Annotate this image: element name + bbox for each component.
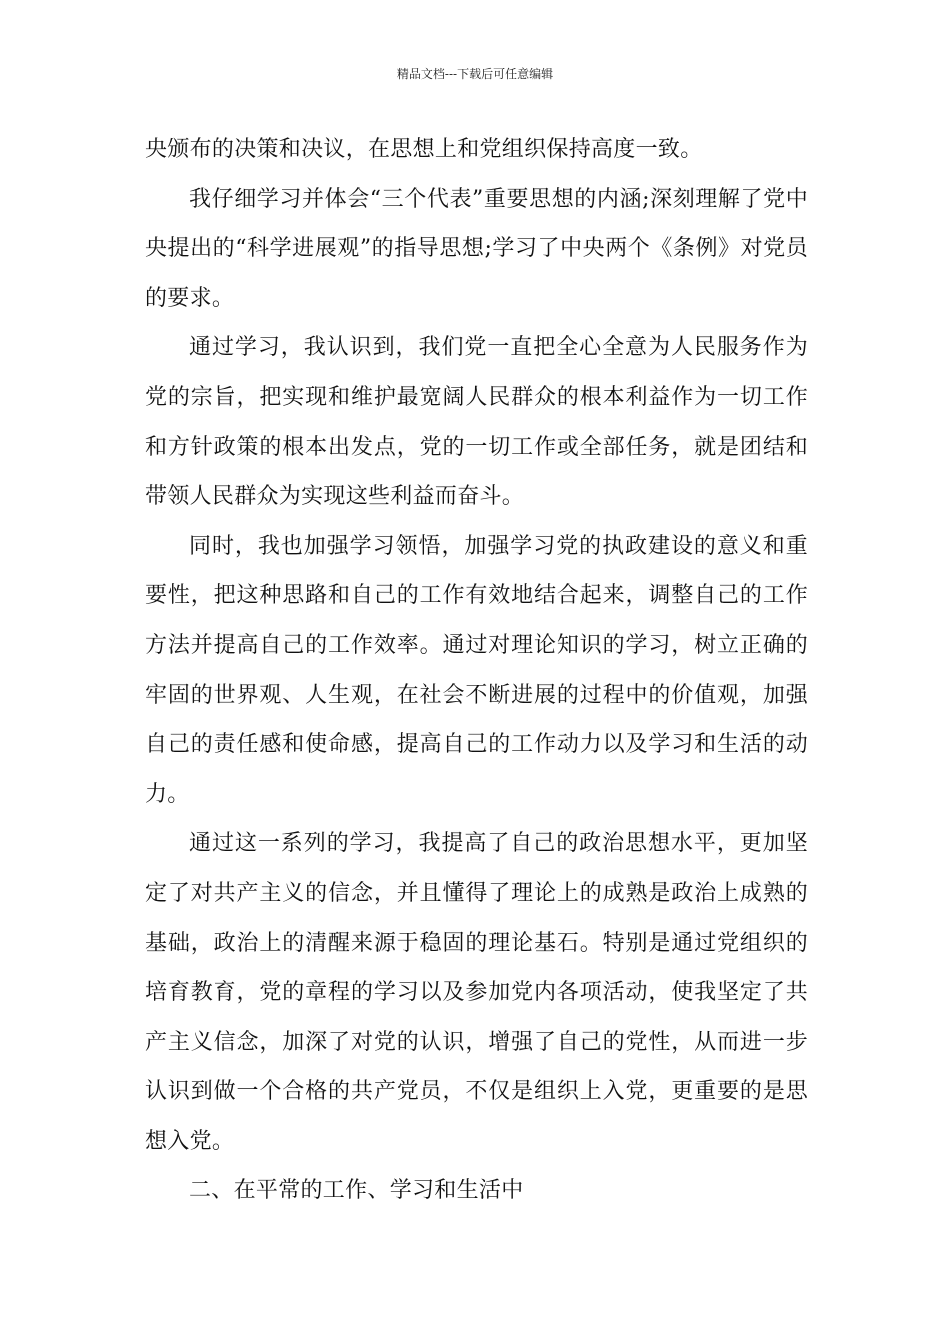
paragraph: 通过这一系列的学习，我提高了自己的政治思想水平，更加坚定了对共产主义的信念，并且懂得了理论上的成熟是政治上成熟的基础，政治上的清醒来源于稳固的理论基石。特别是通过党组织的培育教育，党的章程的学习以及参加党内各项活动，使我坚定了共产主义信念，加深了对党的认识，增强了自己的党性，从而进一步认识到做一个合格的共产党员，不仅是组织上入党，更重要的是思想入党。	[145, 831, 808, 1154]
section-heading: 二、在平常的工作、学习和生活中	[189, 1178, 524, 1204]
paragraph: 同时，我也加强学习领悟，加强学习党的执政建设的意义和重要性，把这种思路和自己的工作有效地结合起来，调整自己的工作方法并提高自己的工作效率。通过对理论知识的学习，树立正确的牢固的世界观、人生观，在社会不断进展的过程中的价值观，加强自己的责任感和使命感，提高自己的工作动力以及学习和生活的动力。	[145, 533, 808, 807]
document-body	[145, 125, 808, 1216]
page-header: 精品文档---下载后可任意编辑	[396, 67, 554, 81]
paragraph: 我仔细学习并体会“三个代表”重要思想的内涵;深刻理解了党中央提出的“科学进展观”的指导思想;学习了中央两个《条例》对党员的要求。	[145, 186, 808, 311]
paragraph-continuation: 央颁布的决策和决议，在思想上和党组织保持高度一致。	[145, 137, 703, 162]
paragraph: 通过学习，我认识到，我们党一直把全心全意为人民服务作为党的宗旨，把实现和维护最宽阔人民群众的根本利益作为一切工作和方针政策的根本出发点，党的一切工作或全部任务，就是团结和带领人民群众为实现这些利益而奋斗。	[145, 335, 808, 510]
